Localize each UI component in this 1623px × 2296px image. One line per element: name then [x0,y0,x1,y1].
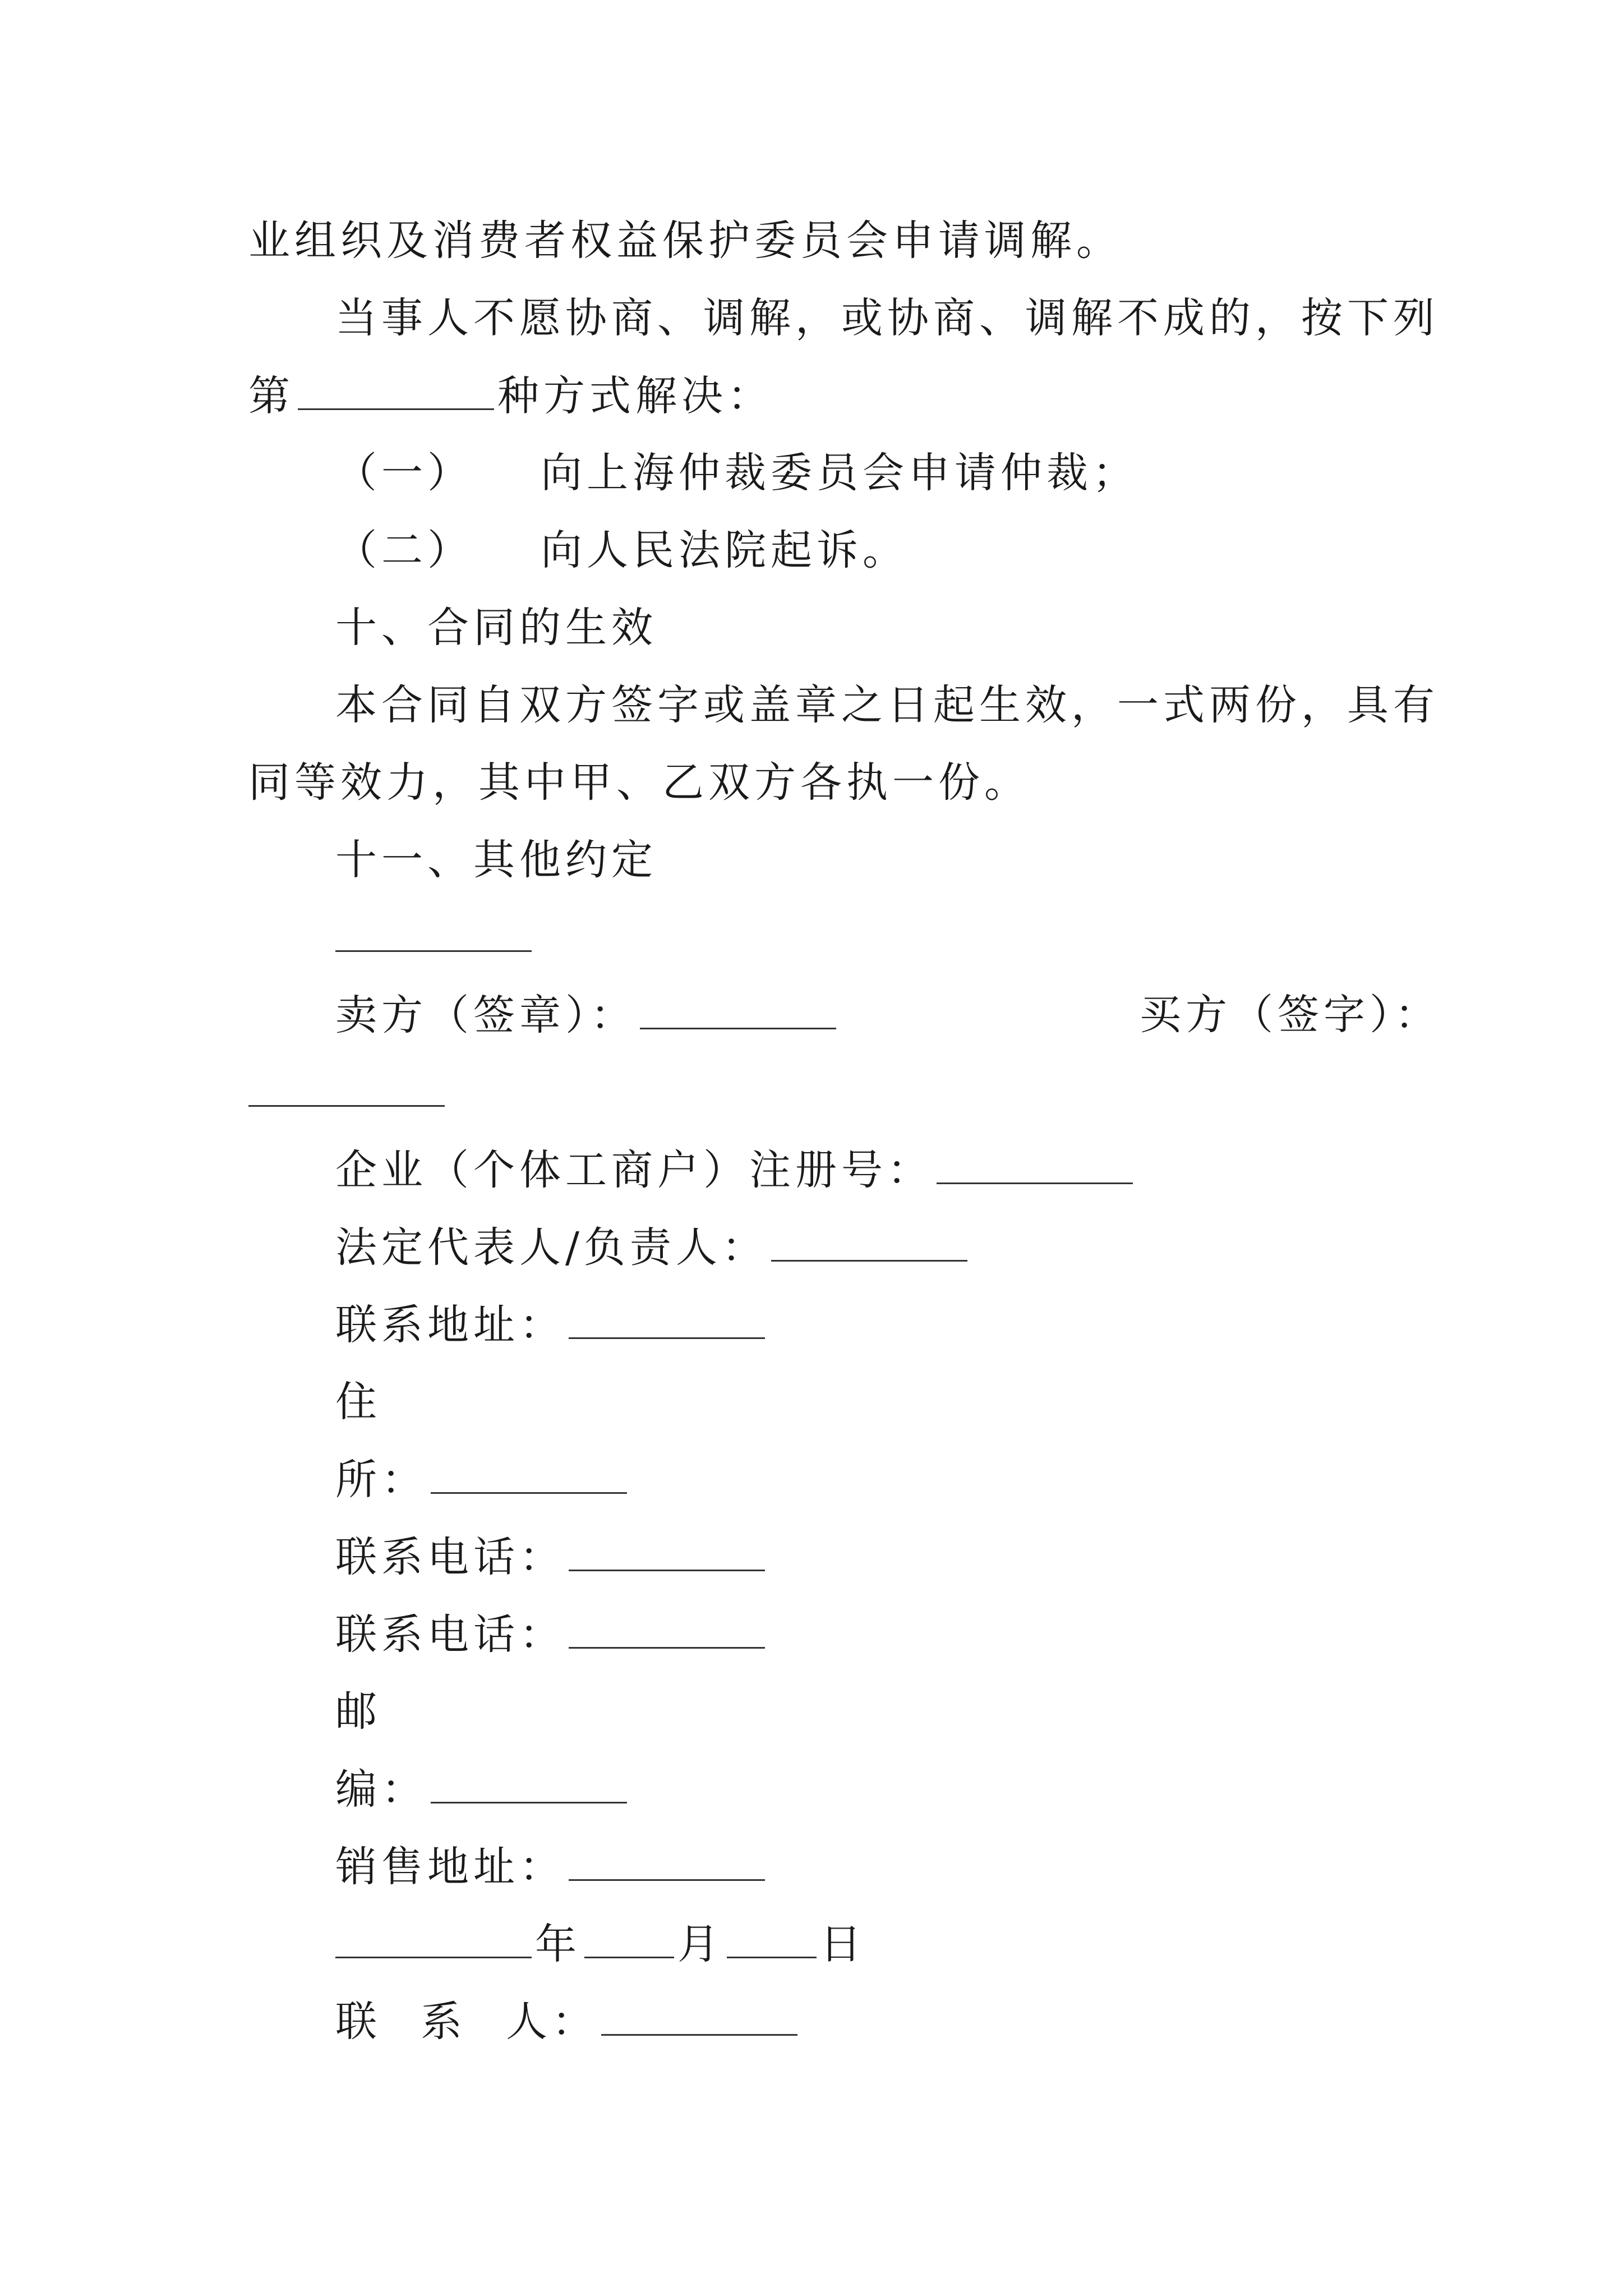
fill-blank[interactable] [431,1768,627,1803]
section-heading [335,836,657,884]
field-label: 邮 [335,1687,381,1736]
form-field [335,1456,630,1504]
paragraph-line [248,758,1030,807]
field-label: 所： [335,1456,427,1504]
form-field [335,1687,381,1736]
form-field [335,1611,768,1659]
blank-line [248,1071,445,1114]
text: 向上海仲裁委员会申请仲裁； [541,449,1138,497]
form-field [335,1998,801,2046]
text: 同等效力，其中甲、乙双方各执一份。 [248,758,1030,807]
paragraph-line [335,294,1439,342]
fill-blank[interactable] [937,1149,1133,1184]
form-field [335,1533,768,1581]
day-blank[interactable] [727,1923,817,1958]
fill-blank[interactable] [601,2000,797,2036]
field-label: 法定代表人/负责人： [335,1223,768,1272]
text: 业组织及消费者权益保护委员会申请调解。 [248,217,1122,265]
list-marker: （一） [335,449,473,497]
paragraph-line [248,372,773,420]
date-line [335,1920,866,1968]
form-field [335,1843,768,1891]
fill-blank[interactable] [569,1846,765,1881]
text: 种方式解决： [497,372,773,420]
field-label: 企业（个体工商户）注册号： [335,1146,933,1194]
paragraph-line [335,681,1439,729]
text: 本合同自双方签字或盖章之日起生效，一式两份，具有 [335,681,1439,729]
fill-blank[interactable] [640,994,836,1029]
fill-blank[interactable] [248,1071,445,1107]
fill-blank[interactable] [298,375,494,410]
seller-label: 卖方（签章）： [335,991,637,1039]
form-field [335,1223,971,1272]
list-item [335,526,909,574]
text: 当事人不愿协商、调解，或协商、调解不成的，按下列 [335,294,1439,342]
field-label: 联系电话： [335,1533,565,1581]
month-label: 月 [677,1920,723,1968]
text: 向人民法院起诉。 [541,526,909,574]
form-field [335,1146,1136,1194]
month-blank[interactable] [584,1923,674,1958]
paragraph-line [248,217,1122,265]
form-field [335,1301,768,1349]
field-label: 联 [335,1998,381,2046]
fill-blank[interactable] [431,1458,627,1494]
form-field [335,1765,630,1814]
field-label: 销售地址： [335,1843,565,1891]
buyer-label: 买方（签字）： [1140,991,1441,1039]
field-label: 住 [335,1378,381,1426]
year-blank[interactable] [335,1923,532,1958]
list-marker: （二） [335,526,473,574]
signature-line [335,991,840,1039]
fill-blank[interactable] [335,917,532,952]
blank-line [335,917,532,959]
fill-blank[interactable] [771,1226,967,1262]
field-label: 联系电话： [335,1611,565,1659]
signature-line [1140,991,1441,1039]
year-label: 年 [535,1920,581,1968]
list-item [335,449,1138,497]
field-label: 联系地址： [335,1301,565,1349]
fill-blank[interactable] [569,1536,765,1571]
fill-blank[interactable] [569,1304,765,1339]
fill-blank[interactable] [569,1613,765,1649]
day-label: 日 [820,1920,866,1968]
field-label: 编： [335,1765,427,1814]
field-label: 系 [421,1998,467,2046]
form-field [335,1378,381,1426]
text: 十、合同的生效 [335,604,657,652]
text: 第 [248,372,294,420]
section-heading [335,604,657,652]
text: 十一、其他约定 [335,836,657,884]
field-label: 人： [506,1998,598,2046]
